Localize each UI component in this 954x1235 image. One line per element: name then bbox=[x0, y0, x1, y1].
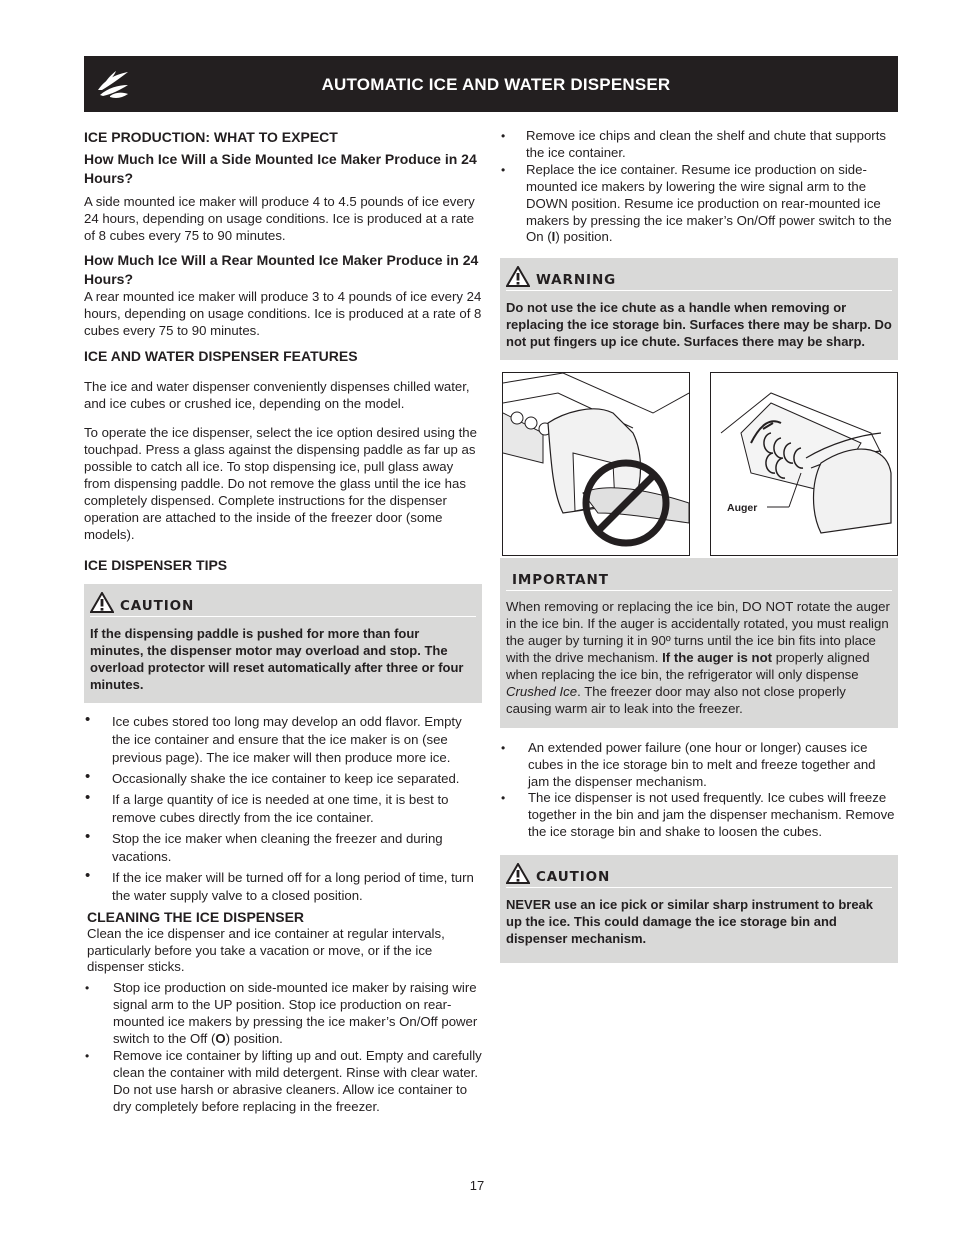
caution-text: NEVER use an ice pick or similar sharp instrument to break up the ice. This could damage the ice storage bin and dispenser mechanism. bbox=[506, 897, 874, 947]
warning-header bbox=[506, 264, 892, 291]
jam-causes-list bbox=[500, 740, 898, 841]
list-item: • Stop the ice maker when cleaning the freezer and during vacations. bbox=[84, 830, 482, 866]
caution-box-dispensing bbox=[84, 584, 482, 703]
cleaning-heading: CLEANING THE ICE DISPENSER bbox=[87, 908, 305, 925]
caution-text: If the dispensing paddle is pushed for more than four minutes, the dispenser motor may overload and stop. The overload protector will reset automatically after three or four minutes. bbox=[90, 625, 464, 692]
features-paragraph-1: The ice and water dispenser conveniently dispenses chilled water, and ice cubes or crushed ice, depending on the model. bbox=[84, 379, 470, 412]
cleaning-steps-list bbox=[84, 980, 482, 1115]
side-mounted-answer: A side mounted ice maker will produce 4 to 4.5 pounds of ice every 24 hours, depending on usage conditions. Ice is produced at a rate of 8 cubes every 75 to 90 minutes. bbox=[84, 194, 475, 243]
caution-label: CAUTION bbox=[536, 869, 611, 886]
figure-do-not-use-chute bbox=[502, 372, 690, 556]
ice-chute-prohibited-illustration bbox=[503, 373, 689, 555]
important-label: IMPORTANT bbox=[512, 572, 609, 589]
list-item: • If a large quantity of ice is needed at one time, it is best to remove cubes directly from the ice container. bbox=[84, 791, 482, 827]
important-text: When removing or replacing the ice bin, DO NOT rotate the auger in the ice bin. If the auger is accidentally rotated, you must realign the auger by turning it in 90º turns until the ice bin fits into place with the drive mechanism. If the auger is not properly aligned when replacing the ice bin, the refrigerator will only dispense Crushed Ice. The freezer door may also not close properly causing warm air to leak into the freezer. bbox=[506, 599, 890, 716]
page-title: AUTOMATIC ICE AND WATER DISPENSER bbox=[321, 75, 671, 94]
warning-label: WARNING bbox=[536, 272, 617, 289]
rear-mounted-answer: A rear mounted ice maker will produce 3 to 4 pounds of ice every 24 hours, depending on usage conditions. Ice is produced at a rate of 8 cubes every 75 to 90 minutes. bbox=[84, 288, 482, 338]
caution-header bbox=[506, 861, 892, 888]
list-item: • Remove ice chips and clean the shelf and chute that supports the ice container. bbox=[500, 128, 898, 162]
side-mounted-question: How Much Ice Will a Side Mounted Ice Maker Produce in 24 Hours? bbox=[84, 151, 477, 186]
warning-box bbox=[500, 258, 898, 360]
caution-label: CAUTION bbox=[120, 597, 195, 614]
warning-text: Do not use the ice chute as a handle when removing or replacing the ice storage bin. Surfaces there may be sharp. Do not put fingers up ice chute. Surfaces there may be sharp. bbox=[506, 300, 892, 350]
ice-bin-figures bbox=[500, 372, 898, 558]
features-paragraph-2: To operate the ice dispenser, select the ice option desired using the touchpad. Press a glass against the dispensing paddle as far up as possible to catch all ice. To stop dispensing ice, pull glass away from dispensing paddle. Do not remove the glass until the ice has completely dispensed. Complete instructions for the dispenser operation are attached to the inside of the freezer door (some models). bbox=[84, 425, 477, 542]
ice-dispenser-tips-list bbox=[84, 713, 482, 905]
cleaning-intro: Clean the ice dispenser and ice container at regular intervals, particularly before you take a vacation or move, or if the ice dispenser sticks. bbox=[87, 925, 445, 975]
caution-box-ice-pick bbox=[500, 855, 898, 963]
warning-triangle-icon bbox=[506, 863, 530, 884]
list-item: • The ice dispenser is not used frequently. Ice cubes will freeze together in the bin and jam the dispenser mechanism. Remove the ice storage bin and shake to loosen the cubes. bbox=[500, 790, 898, 841]
left-column bbox=[84, 128, 482, 1116]
list-item: • Ice cubes stored too long may develop an odd flavor. Empty the ice container and ensure that the ice maker is on (see previous page). The ice maker will then produce more ice. bbox=[84, 713, 482, 767]
list-item: • Stop ice production on side-mounted ice maker by raising wire signal arm to the UP position. Stop ice production on rear-mounted ice makers by pressing the ice maker’s On/Off power switch to the Off (O) position. bbox=[84, 980, 482, 1048]
figure-label-auger: Auger bbox=[727, 502, 758, 515]
important-box bbox=[500, 558, 898, 727]
ice-production-heading: ICE PRODUCTION: WHAT TO EXPECT bbox=[84, 129, 338, 145]
list-item: • Occasionally shake the ice container to keep ice separated. bbox=[84, 770, 482, 788]
caution-header bbox=[90, 590, 476, 617]
figure-auger bbox=[710, 372, 898, 556]
important-header bbox=[506, 564, 892, 591]
tips-heading: ICE DISPENSER TIPS bbox=[84, 556, 228, 573]
list-item: • Remove ice container by lifting up and out. Empty and carefully clean the container with mild detergent. Rinse with clear water. Do not use harsh or abrasive cleaners. Allow ice container to dry completely before replacing in the freezer. bbox=[84, 1048, 482, 1116]
rear-mounted-question: How Much Ice Will a Rear Mounted Ice Maker Produce in 24 Hours? bbox=[84, 251, 479, 287]
list-item: • If the ice maker will be turned off for a long period of time, turn the water supply valve to a closed position. bbox=[84, 869, 482, 905]
right-column bbox=[500, 128, 898, 963]
cleaning-steps-continued bbox=[500, 128, 898, 246]
page-header bbox=[84, 56, 898, 112]
warning-triangle-icon bbox=[90, 592, 114, 613]
page-number: 17 bbox=[469, 1178, 485, 1193]
list-item: • Replace the ice container. Resume ice production on side-mounted ice makers by lowering the wire signal arm to the DOWN position. Resume ice production on rear-mounted ice makers by pressing the ice maker’s On/Off power switch to the On (I) position. bbox=[500, 162, 898, 247]
features-heading: ICE AND WATER DISPENSER FEATURES bbox=[84, 348, 358, 365]
warning-triangle-icon bbox=[506, 266, 530, 287]
list-item: • An extended power failure (one hour or longer) causes ice cubes in the ice storage bin to melt and freeze together and jam the dispenser mechanism. bbox=[500, 740, 898, 791]
auger-illustration bbox=[711, 373, 897, 555]
